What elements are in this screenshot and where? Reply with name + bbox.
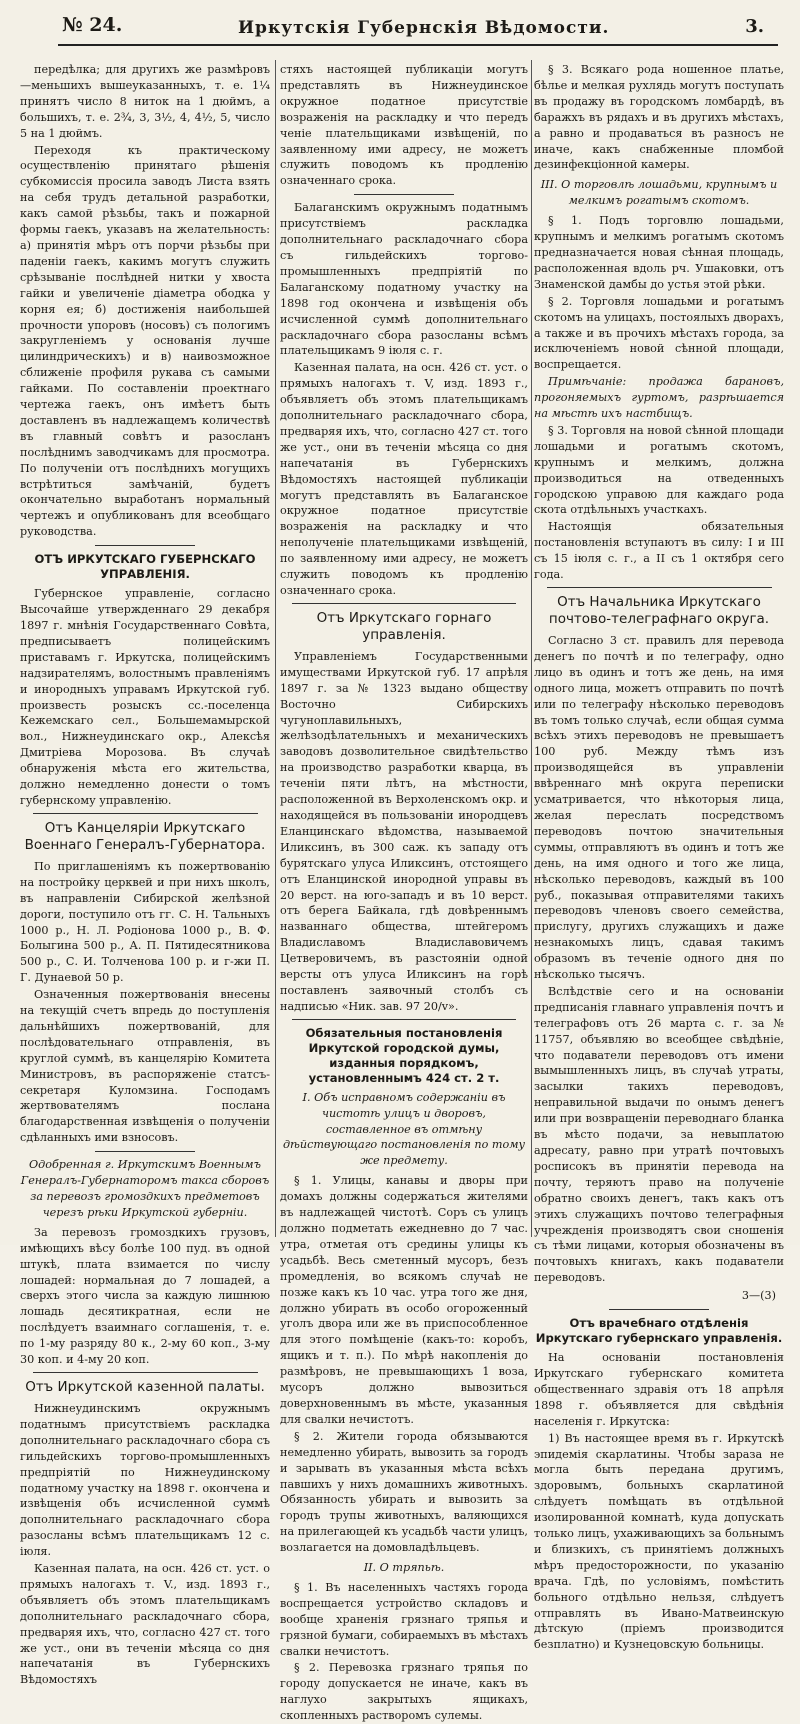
column-divider-2 [531, 60, 532, 1237]
separator [547, 587, 772, 588]
treasury-notice-1: Нижнеудинскимъ окружнымъ податнымъ присутствіемъ раскладка дополнительнаго раскладочнаго сбора съ гильдейскихъ торгово-промышленныхъ предпріятій по Нижнеудинскому податному участку на 1898 г. окончена и извѣщенія объ исчисленной суммѣ дополнительнаго раскладочнаго сбора разосланы всѣмъ плательщикамъ 12 с. іюля. [20, 1401, 270, 1559]
column-3 [534, 62, 784, 1652]
notice-number: 3—(3) [741, 1289, 776, 1303]
column-1 [20, 62, 270, 1687]
separator [292, 1019, 515, 1020]
regulation-2-3: § 3. Всякаго рода ношенное платье, бѣлье и мелкая рухлядь могутъ поступать въ продажу въ городскомъ ломбардѣ, въ баражхъ въ рядахъ и въ другихъ мѣстахъ, а равно и продаваться въ разносъ не иначе, какъ снабженные пломбой дезинфекціонной камеры. [534, 63, 784, 172]
heading-provincial-administration: ОТЪ ИРКУТСКАГО ГУБЕРНСКАГО УПРАВЛЕНІЯ. [34, 552, 256, 582]
separator [95, 545, 195, 546]
medical-notice-intro: На основаніи постановленія Иркутскаго губернскаго комитета общественнаго здравія отъ 18 апрѣля 1898 г. объявляется для свѣдѣнія населенія г. Иркутска: [534, 1351, 784, 1428]
issue-number: № 24. [62, 14, 123, 36]
regulation-3-2: § 2. Торговля лошадьми и рогатымъ скотомъ на улицахъ, постоялыхъ дворахъ, а также и въ прочихъ мѣстахъ города, за исключеніемъ новой сѣнной площади, воспрещается. [534, 294, 784, 372]
balagansk-notice-1: Балаганскимъ окружнымъ податнымъ присутствіемъ раскладка дополнительнаго раскладочнаго сбора съ гильдейскихъ торгово-промышленныхъ предпріятій по Балаганскому податному участку на 1898 год окончена и извѣщенія объ исчисленной суммѣ дополнительнаго раскладочнаго сбора разосланы всѣмъ плательщикамъ 9 іюля с. г. [280, 201, 528, 358]
page-number: 3. [745, 16, 764, 37]
heading-medical-department: Отъ врачебнаго отдѣленія Иркутскаго губернскаго управленія. [535, 1316, 783, 1346]
balagansk-notice-2: Казенная палата, на осн. 426 ст. уст. о прямыхъ налогахъ т. V, изд. 1893 г., объявляетъ объ этомъ плательщикамъ дополнительнаго раскладочнаго сбора, предваряя ихъ, что, согласно 427 ст. того же уст., они въ теченіи мѣсяца со дня напечатанія въ Губернскихъ Вѣдомостяхъ настоящей публикаціи могутъ представлять въ Балаганское окружное податное присутствіе возраженія на раскладку и что неполученіе плательщиками извѣщеній, по заявленному ими адресу, не можетъ служить поводомъ къ продленію означеннаго срока. [280, 361, 529, 597]
heading-mining-administration: Отъ Иркутскаго горнаго управленія. [316, 609, 492, 643]
ferry-tariff-text: За перевозъ громоздкихъ грузовъ, имѣющихъ вѣсу болѣе 100 пуд. въ одной штукѣ, плата взимается по числу лошадей: нормальная до 7 лошадей, а сверхъ этого числа за каждую лишнюю лошадь десятикратная, если не послѣдуетъ взаимнаго соглашенія, т. е. по 1-му разряду 80 к., 2-му 60 коп., 3-му 30 коп. и 4-му 20 коп. [20, 1225, 270, 1367]
section-cleanliness: I. Объ исправномъ содержаніи въ чистотѣ улицъ и дворовъ, составленное въ отмѣну дѣйствующаго постановленія по тому же предмету. [282, 1090, 526, 1168]
regulation-1-1: § 1. Улицы, канавы и дворы при домахъ должны содержаться жителями въ надлежащей чистотѣ. Соръ съ улицъ должно подметать ежедневно до 7 час. утра, отметая отъ средины улицы къ усадьбѣ. Весь сметенный мусоръ, безъ промедленія, во всякомъ случаѣ не позже какъ къ 10 час. утра того же дня, должно убирать въ особо огороженный уголъ двора или же въ приспособленное для этого помѣщеніе (какъ-то: коробъ, ящикъ и т. п.). По мѣрѣ накопленія до размѣровъ, не превышающихъ 1 воза, мусоръ должно вывозиться доверхновеннымъ въ мѣсте, указанныя для свалки нечистотъ. [280, 1174, 528, 1426]
continued-text: стяхъ настоящей публикаціи могутъ представлять въ Нижнеудинское окружное податное присутствіе возраженія на раскладку и что передъ ченіе плательщиками извѣщеній, по заявленному ими адресу, не можетъ служить поводомъ къ продленію означеннаго срока. [280, 63, 528, 188]
heading-treasury-chamber: Отъ Иркутской казенной палаты. [25, 1378, 265, 1395]
masthead [0, 0, 800, 44]
donations-list: По приглашеніямъ къ пожертвованію на постройку церквей и при нихъ школъ, въ направленіи Сибирской желѣзной дороги, поступило отъ гг. С. Н. Тальныхъ 1000 р., Н. Л. Родіонова 1000 р., В. Ф. Болыгина 500 р., А. П. Пятидесятникова 500 р., С. И. Толченова 100 р. и г-жи П. Г. Дунаевой 50 р. [20, 859, 270, 985]
ferry-tariff-title: Одобренная г. Иркутскимъ Военнымъ Генералъ-Губернаторомъ такса сборовъ за перевозъ громоздкихъ предметовъ черезъ рѣки Иркутской губерніи. [20, 1158, 270, 1219]
regulation-3-3: § 3. Торговля на новой сѣнной площади лошадьми и рогатымъ скотомъ, крупнымъ и мелкимъ, должна производиться на отведенныхъ городскою управою для каждаго рода скота отдѣльныхъ участкахъ. [534, 423, 784, 517]
section-rags: II. О тряпьѣ. [363, 1561, 445, 1575]
regulation-2-2: § 2. Перевозка грязнаго тряпья по городу допускается не иначе, какъ въ наглухо закрытыхъ ящикахъ, скопленныхъ растворомъ сулемы. [280, 1661, 528, 1723]
separator [33, 1372, 258, 1373]
mining-notice: Управленіемъ Государственными имуществами Иркутской губ. 17 апрѣля 1897 г. за № 1323 выдано обществу Восточно Сибирскихъ чугуноплавильныхъ, желѣзодѣлательныхъ и механическихъ заводовъ дозволительное свидѣтельство на производство разработки кварца, въ теченіи пяти лѣтъ, на мѣстности, расположенной въ Верхоленскомъ окр. и находящейся въ пользованіи инородцевъ Еланцинскаго вѣдомства, называемой Иликсинъ, въ 300 саж. къ западу отъ бурятскаго улуса Иликсинъ, отстоящего отъ Еланцинской инородной управы въ 20 верст. на юго-западъ и въ 10 верст. отъ берега Байкала, гдѣ довѣреннымъ названнаго общества, штейгеромъ Владиславомъ Владиславовичемъ Цетверовичемъ, въ разстояніи одной версты отъ улуса Иликсинъ на горѣ поставленъ заявочный столбъ съ надписью «Ник. зав. 97 20/v». [280, 649, 528, 1013]
treasury-notice-2: Казенная палата, на осн. 426 ст. уст. о прямыхъ налогахъ т. V., изд. 1893 г., объявляетъ объ этомъ плательщикамъ дополнительнаго раскладочнаго сбора, предваряя ихъ, что, согласно 427 ст. того же уст., они въ теченіи мѣсяца со дня напечатанія въ Губернскихъ Вѣдомостяхъ [20, 1562, 270, 1687]
separator [292, 603, 515, 604]
column-2 [280, 62, 529, 1723]
postal-notice-2: Вслѣдствіе сего и на основаніи предписанія главнаго управленія почтъ и телеграфовъ отъ 26 марта с. г. за № 11757, объявляю во всеобщее свѣдѣніе, что подаватели переводовъ отъ имени вымышленныхъ лицъ, въ случаѣ утраты, засылки такихъ переводовъ, неправильной выдачи по онымъ денегъ или при возвращеніи переводнаго бланка въ мѣсто подачи, за невыплатою адресату, равно при утратѣ почтовыхъ росписокъ въ принятіи перевода на почту, теряютъ право на полученіе обратно своихъ денегъ, такъ какъ отъ этихъ служащихъ почтово телеграфныя учрежденія производятъ свои сношенія съ тѣми лицами, которыя обозначены въ почтовыхъ книгахъ, какъ подаватели переводовъ. [534, 984, 784, 1285]
regulation-2-1: § 1. Въ населенныхъ частяхъ города воспрещается устройство складовъ и вообще храненія грязнаго тряпья и грязной бумаги, собираемыхъ въ мѣстахъ свалки нечистотъ. [280, 1580, 528, 1658]
medical-notice-1: 1) Въ настоящее время въ г. Иркутскѣ эпидемія скарлатины. Чтобы зараза не могла быть передана другимъ, здоровымъ, больныхъ скарлатиной слѣдуетъ помѣщать въ отдѣльной изолированной комнатѣ, куда допускать только лицъ, ухаживающихъ за больнымъ и близкихъ, съ принятіемъ должныхъ мѣръ предосторожности, по указанію врача. Гдѣ, по условіямъ, помѣстить больного отдѣльно нельзя, слѣдуетъ отправлять въ Ивано-Матвеинскую дѣтскую (пріемъ производится безплатно) и Кузнецовскую больницы. [534, 1431, 784, 1652]
provincial-notice: Губернское управленіе, согласно Высочайше утвержденнаго 29 декабря 1897 г. мнѣнія Государственнаго Совѣта, предписываетъ полицейскимъ приставамъ г. Иркутска, полицейскимъ надзирателямъ, волостнымъ правленіямъ и инородныхъ управамъ Иркутской губ. произвесть розыскъ сс.-поселенца Кежемскаго сел., Большемамырской вол., Нижнеудинскаго окр., Алексѣя Дмитріева Морозова. Въ случаѣ обнаруженія мѣста его жительства, должно немедленно донести о томъ губернскому управленію. [20, 587, 270, 807]
heading-postal-telegraph-district: Отъ Начальника Иркутскаго почтово-телеграфнаго округа. [548, 594, 770, 627]
section-livestock-trade: III. О торговлѣ лошадьми, крупнымъ и мелкимъ рогатымъ скотомъ. [540, 178, 778, 208]
regulation-note: Примѣчаніе: продажа барановъ, прогоняемыхъ гуртомъ, разрѣшается на мѣстѣ ихъ настбищъ. [534, 375, 784, 421]
heading-city-duma-regulations: Обязательныя постановленія Иркутской городской думы, изданныя порядкомъ, установленнымъ 424 ст. 2 т. [305, 1025, 503, 1085]
separator [33, 813, 258, 814]
donations-note: Означенныя пожертвованія внесены на текущій счетъ впредь до поступленія дальнѣйшихъ пожертвованій, для послѣдовательнаго отправленія, въ круглой суммѣ, въ канцелярію Комитета Министровъ, въ распоряженіе статсъ-секретаря Куломзина. Господамъ жертвователямъ послана благодарственная извѣщенія о полученіи сдѣланныхъ ими взносовъ. [20, 988, 270, 1145]
intro-paragraph-2: Переходя къ практическому осуществленію принятаго рѣшенія субкомиссія просила заводъ Листа взять на себя трудъ детальной разработки, какъ самой рѣзьбы, такъ и пожарной формы гаекъ, указавъ на желательность: а) принятія мѣръ отъ порчи рѣзьбы при паденіи гаекъ, какимъ могутъ служить срѣзываніе послѣдней нитки у хвоста гайки и увеличеніе діаметра ободка у корня ея; б) достиженія наибольшей прочности упоровъ (носовъ) съ пологимъ закругленіемъ у основанія лучше цилиндрическихъ) и в) наивозможное сближеніе профиля рукава съ самыми гайками. По составленіи проектнаго чертежа гаекъ, онъ имѣетъ быть доставленъ въ надлежащемъ количествѣ въ главный совѣтъ и разосланъ послѣднимъ заводчикамъ для просмотра. По полученіи отъ послѣднихъ могущихъ встрѣтиться замѣчаній, будетъ окончательно выработанъ нормальный чертежъ и опубликованъ для всеобщаго руководства. [20, 143, 270, 539]
regulation-3-1: § 1. Подъ торговлю лошадьми, крупнымъ и мелкимъ рогатымъ скотомъ предназначается новая сѣнная площадь, расположенная вдоль рч. Ушаковки, отъ Знаменской дамбы до устья этой рѣки. [534, 214, 784, 291]
intro-paragraph-1: передѣлка; для другихъ же размѣровъ—меньшихъ вышеуказанныхъ, т. е. 1¼ принятъ число 8 ниток на 1 дюймъ, а большихъ, т. е. 2¾, 3, 3½, 4, 4½, 5, число 5 на 1 дюймъ. [20, 63, 270, 140]
regulation-1-2: § 2. Жители города обязываются немедленно убирать, вывозить за городъ и зарывать въ указанныя мѣста всѣхъ павшихъ у нихъ домашнихъ животныхъ. Обязанность убирать и вывозить за городъ трупы животныхъ, валяющихся на прилегающей къ усадьбѣ части улицъ, возлагается на домовладѣльцевъ. [280, 1429, 528, 1555]
masthead-rule [58, 44, 778, 46]
newspaper-title: Иркутскія Губернскія Вѣдомости. [238, 18, 610, 38]
regulations-effective-date: Настоящія обязательныя постановленія вступаютъ въ силу: I и III съ 15 іюля с. г., а II съ 1 октября сего года. [534, 520, 784, 582]
separator [609, 1309, 709, 1310]
separator [354, 194, 453, 195]
heading-governor-general-chancery: Отъ Канцеляріи Иркутскаго Военнаго Генералъ-Губернатора. [24, 819, 266, 853]
column-divider-1 [275, 60, 276, 1237]
separator [95, 1151, 195, 1152]
postal-notice-1: Согласно 3 ст. правилъ для перевода денегъ по почтѣ и по телеграфу, одно лицо въ одинъ и тотъ же день, на имя одного лица, можетъ отправить по почтѣ или по телеграфу нѣсколько переводовъ въ томъ только случаѣ, если общая сумма всѣхъ этихъ переводовъ не превышаетъ 100 руб. Между тѣмъ изъ производящейся въ управленіи ввѣреннаго мнѣ округа переписки усматривается, что нѣкоторыя лица, желая переслать посредствомъ переводовъ почтою значительныя суммы, отправляютъ въ одинъ и тотъ же день, на имя одного и того же лица, нѣсколько переводовъ, каждый въ 100 руб., показывая отправителями такихъ переводовъ членовъ своего семейства, прислугу, другихъ служащихъ и даже незнакомыхъ лицъ, сдавая такимъ образомъ въ теченіе одного дня по нѣсколько тысячъ. [534, 634, 784, 982]
